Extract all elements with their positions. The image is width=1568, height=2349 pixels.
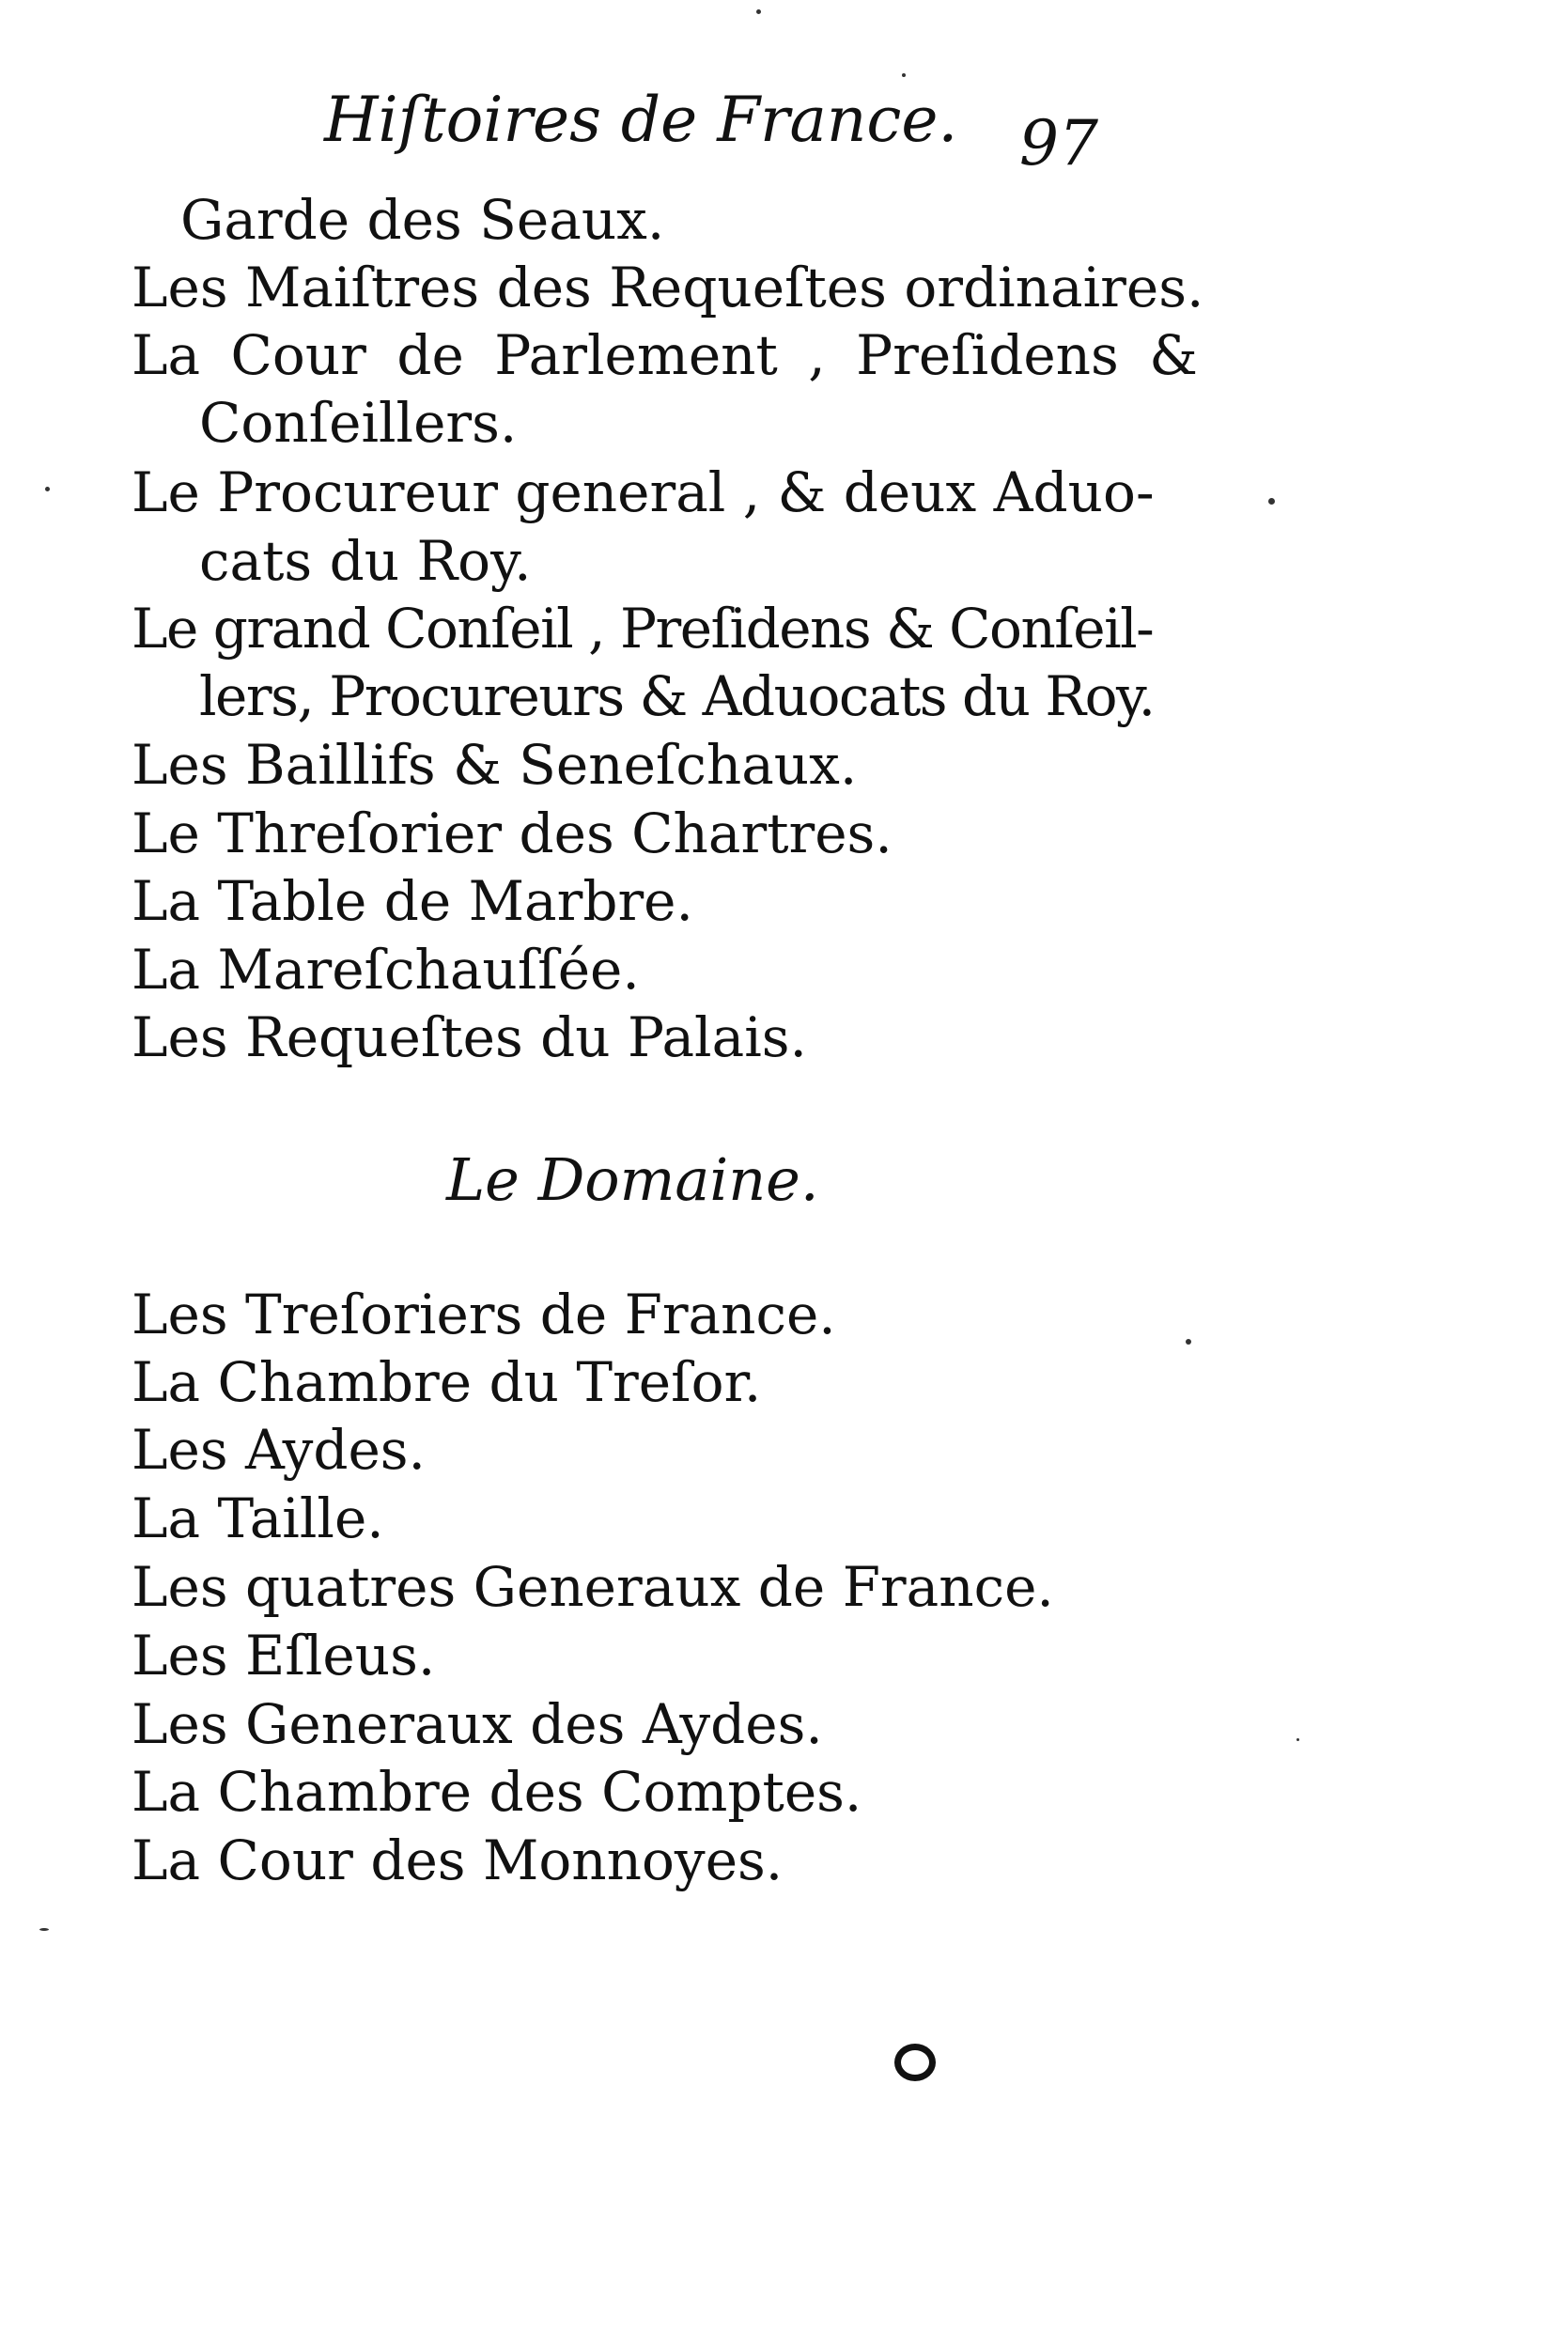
list-item: Le Procureur general , & deux Aduo- [132,460,1155,524]
ink-speck [902,73,906,77]
ink-speck [756,9,761,14]
list-item: Les Generaux des Aydes. [132,1692,823,1756]
list-item: Les Aydes. [132,1418,426,1482]
list-item: Les Maiſtres des Requeſtes ordinaires. [132,256,1204,319]
ink-speck [39,1928,49,1931]
list-item: Conſeillers. [199,391,518,455]
list-item: Les Eſleus. [132,1624,436,1688]
list-item: Les Baillifs & Seneſchaux. [132,733,858,797]
ink-speck [1186,1339,1191,1345]
list-item: Les Treſoriers de France. [132,1283,836,1346]
list-item: cats du Roy. [199,529,532,593]
page-number: 97 [1019,107,1098,179]
list-item: La Mareſchauſſée. [132,938,640,1002]
list-item: La Table de Marbre. [132,869,693,933]
ink-speck [1296,1738,1299,1741]
list-item: La Cour des Monnoyes. [132,1828,784,1892]
running-title: Hiſtoires de France. [324,84,958,156]
list-item: lers, Procureurs & Aduocats du Roy. [199,664,1155,728]
list-item: Le grand Conſeil , Preſidens & Conſeil- [132,597,1154,661]
ink-speck [45,487,50,491]
list-item: Garde des Seaux. [180,188,665,252]
list-item: La Chambre des Comptes. [132,1760,862,1824]
list-item: Les Requeſtes du Palais. [132,1005,807,1069]
list-item: Le Threſorier des Chartres. [132,801,893,865]
list-item: Les quatres Generaux de France. [132,1555,1054,1619]
list-item: La Taille. [132,1486,384,1550]
ink-speck [1268,498,1275,505]
printer-ornament [894,2044,936,2081]
list-item: La Chambre du Treſor. [132,1350,762,1414]
section-heading: Le Domaine. [446,1145,819,1214]
list-item: La Cour de Parlement , Preſidens & [132,323,1198,387]
